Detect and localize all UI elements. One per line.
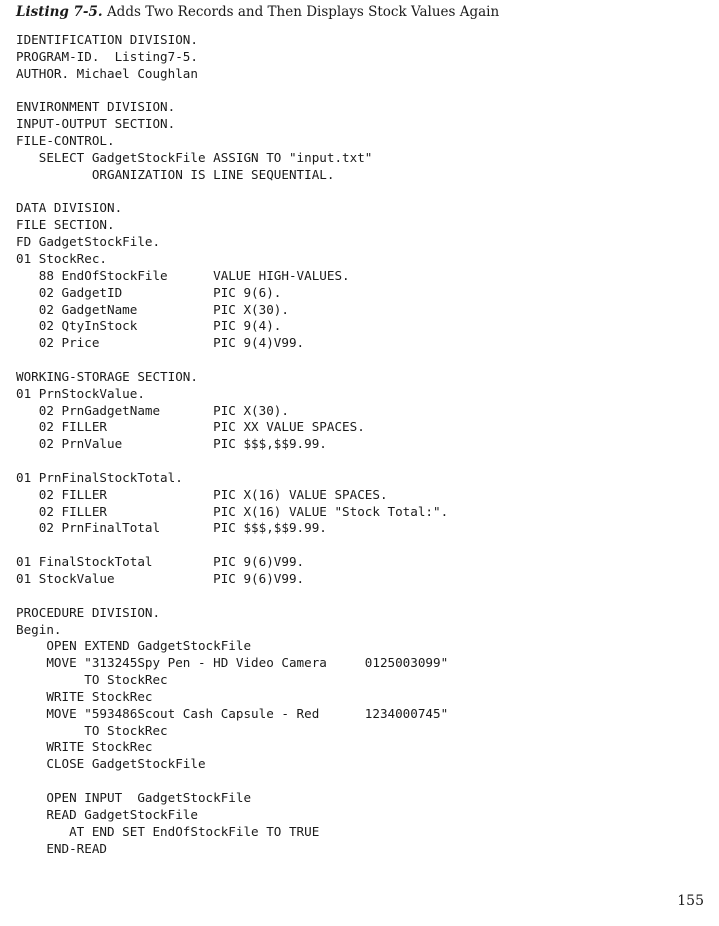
code-line: CLOSE GadgetStockFile	[16, 756, 206, 772]
code-line: 02 PrnGadgetName PIC X(30).	[16, 402, 289, 418]
code-line: AT END SET EndOfStockFile TO TRUE	[16, 823, 320, 839]
code-line	[16, 83, 448, 100]
code-line: PROCEDURE DIVISION.	[16, 604, 161, 620]
code-line: 02 FILLER PIC XX VALUE SPACES.	[16, 419, 365, 435]
page-number: 155	[677, 893, 704, 909]
code-line	[16, 352, 448, 369]
code-line: 02 PrnFinalTotal PIC $$$,$$9.99.	[16, 520, 327, 536]
code-line: 02 FILLER PIC X(16) VALUE SPACES.	[16, 486, 388, 502]
code-line: SELECT GadgetStockFile ASSIGN TO "input.txt"	[16, 149, 373, 165]
code-line: OPEN EXTEND GadgetStockFile	[16, 638, 252, 654]
code-line	[16, 537, 448, 554]
code-line: 02 PrnValue PIC $$$,$$9.99.	[16, 436, 327, 452]
code-line: DATA DIVISION.	[16, 200, 123, 216]
listing-title: Adds Two Records and Then Displays Stock Values Again	[106, 4, 500, 20]
code-line: WORKING-STORAGE SECTION.	[16, 368, 198, 384]
code-line: 02 GadgetName PIC X(30).	[16, 301, 289, 317]
code-line: ORGANIZATION IS LINE SEQUENTIAL.	[16, 166, 335, 182]
code-line: 02 QtyInStock PIC 9(4).	[16, 318, 282, 334]
code-line: 01 StockRec.	[16, 250, 107, 266]
code-line	[16, 588, 448, 605]
code-listing	[16, 32, 448, 857]
code-line	[16, 184, 448, 201]
code-line: INPUT-OUTPUT SECTION.	[16, 116, 176, 132]
code-line: TO StockRec	[16, 722, 168, 738]
code-line: FILE SECTION.	[16, 217, 115, 233]
code-line: READ GadgetStockFile	[16, 806, 198, 822]
code-line: MOVE "593486Scout Cash Capsule - Red 1234000745"	[16, 705, 449, 721]
code-line: 02 GadgetID PIC 9(6).	[16, 284, 282, 300]
code-line: WRITE StockRec	[16, 739, 153, 755]
code-line: 88 EndOfStockFile VALUE HIGH-VALUES.	[16, 267, 350, 283]
code-line: TO StockRec	[16, 672, 168, 688]
code-line: 01 PrnFinalStockTotal.	[16, 469, 183, 485]
code-line: 02 Price PIC 9(4)V99.	[16, 335, 305, 351]
code-line: FILE-CONTROL.	[16, 133, 115, 149]
code-line: FD GadgetStockFile.	[16, 234, 161, 250]
code-line: ENVIRONMENT DIVISION.	[16, 99, 176, 115]
code-line: END-READ	[16, 840, 107, 856]
code-line: AUTHOR. Michael Coughlan	[16, 65, 198, 81]
listing-caption	[16, 4, 499, 20]
code-line: 01 StockValue PIC 9(6)V99.	[16, 571, 305, 586]
code-line: OPEN INPUT GadgetStockFile	[16, 789, 252, 805]
code-line: MOVE "313245Spy Pen - HD Video Camera 0125003099"	[16, 655, 449, 671]
code-line: 02 FILLER PIC X(16) VALUE "Stock Total:".	[16, 503, 449, 519]
code-line: Begin.	[16, 621, 62, 637]
code-line	[16, 773, 448, 790]
code-line	[16, 453, 448, 470]
code-line: 01 FinalStockTotal PIC 9(6)V99.	[16, 554, 305, 570]
code-line: PROGRAM-ID. Listing7-5.	[16, 48, 198, 64]
code-line: WRITE StockRec	[16, 688, 153, 704]
code-line: IDENTIFICATION DIVISION.	[16, 32, 198, 47]
listing-label: Listing 7-5.	[16, 4, 103, 20]
code-line: 01 PrnStockValue.	[16, 385, 145, 401]
